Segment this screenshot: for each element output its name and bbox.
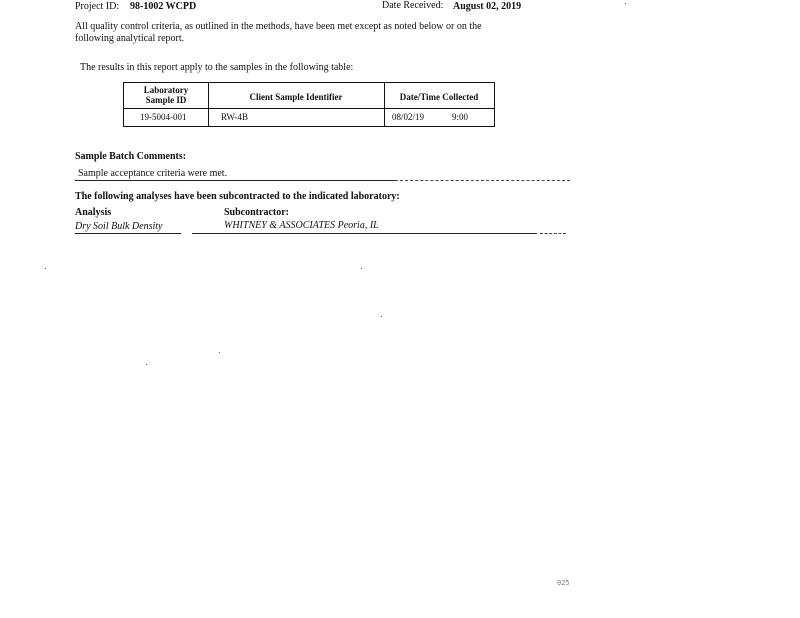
row-lab-sample-id: 19-5004-001 xyxy=(140,112,187,122)
analysis-underline xyxy=(75,233,181,234)
project-id-label: Project ID: xyxy=(75,1,120,12)
batch-comments-underline xyxy=(75,180,395,181)
header-lab-id-line2: Sample ID xyxy=(145,95,187,105)
sample-table-divider xyxy=(384,83,385,126)
scan-speck xyxy=(625,3,626,4)
sample-table-divider xyxy=(208,83,209,126)
scan-speck xyxy=(146,364,147,365)
batch-comments-heading: Sample Batch Comments: xyxy=(75,151,187,162)
subcontractor-underline xyxy=(192,233,537,234)
row-collected-time: 9:00 xyxy=(452,112,469,122)
row-client-sample-id: RW-4B xyxy=(221,112,249,122)
subcontractor-column-label: Subcontractor: xyxy=(224,207,289,218)
scan-speck xyxy=(361,268,362,269)
analysis-value: Dry Soil Bulk Density xyxy=(75,221,163,232)
analysis-column-label: Analysis xyxy=(75,207,112,218)
sample-table xyxy=(123,82,495,127)
header-date-time-collected: Date/Time Collected xyxy=(399,92,479,102)
batch-comments-underline-dashed xyxy=(395,180,570,181)
qc-statement-line1: All quality control criteria, as outlined in the methods, have been met except as noted below or on the xyxy=(75,21,482,32)
header-client-sample-identifier: Client Sample Identifier xyxy=(249,92,343,102)
scan-speck xyxy=(219,352,220,353)
subcontract-heading: The following analyses have been subcontracted to the indicated laboratory: xyxy=(75,191,400,202)
page-mark: 025 xyxy=(557,579,570,587)
scan-speck xyxy=(381,316,382,317)
scan-speck xyxy=(45,268,46,269)
date-received-label: Date Received: xyxy=(382,0,444,11)
table-intro: The results in this report apply to the samples in the following table: xyxy=(80,62,354,73)
batch-comments-text: Sample acceptance criteria were met. xyxy=(78,168,228,179)
project-id-value: 98-1002 WCPD xyxy=(130,1,197,12)
row-collected-date: 08/02/19 xyxy=(392,112,425,122)
subcontractor-value: WHITNEY & ASSOCIATES Peoria, IL xyxy=(224,220,379,231)
header-lab-id-line1: Laboratory xyxy=(143,85,189,95)
header-lab-sample-id xyxy=(124,85,208,105)
subcontractor-underline-dashed xyxy=(540,233,566,234)
date-received-value: August 02, 2019 xyxy=(453,1,522,12)
qc-statement-line2: following analytical report. xyxy=(75,33,185,44)
